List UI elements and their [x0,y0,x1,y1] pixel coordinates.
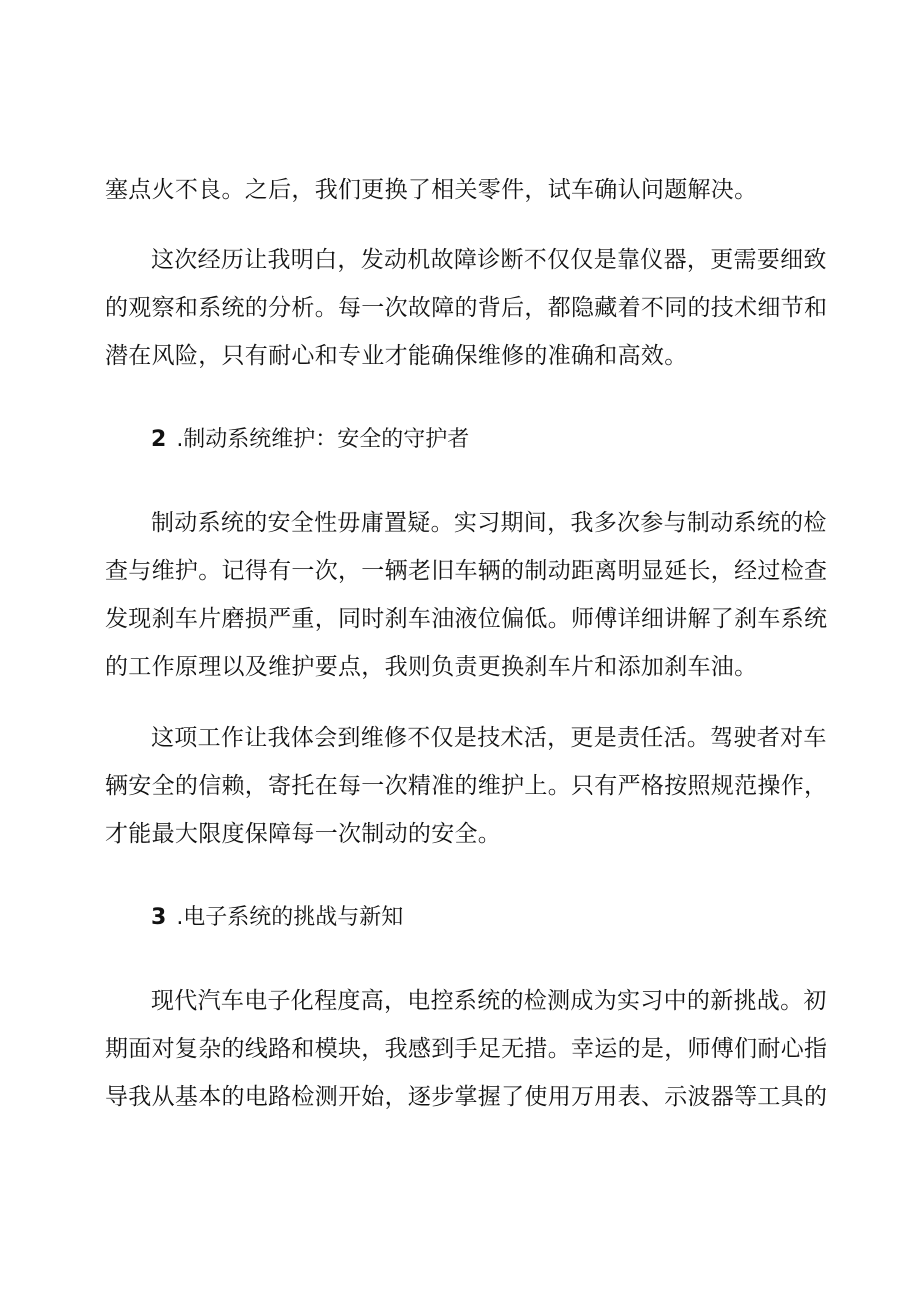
paragraph-line: 才能最大限度保障每一次制动的安全。 [105,821,502,847]
paragraph-line: 查与维护。记得有一次，一辆老旧车辆的制动距离明显延长，经过检查 [105,558,828,584]
section-number: 2 [151,427,167,452]
paragraph-line: 现代汽车电子化程度高，电控系统的检测成为实习中的新挑战。初 [151,988,827,1014]
paragraph-line: 制动系统的安全性毋庸置疑。实习期间，我多次参与制动系统的检 [151,510,827,536]
paragraph-line: 辆安全的信赖，寄托在每一次精准的维护上。只有严格按照规范操作， [105,773,828,799]
paragraph-line: 这项工作让我体会到维修不仅是技术活，更是责任活。驾驶者对车 [151,725,827,751]
paragraph-line: 潜在风险，只有耐心和专业才能确保维修的准确和高效。 [105,343,688,369]
paragraph-line: 的观察和系统的分析。每一次故障的背后，都隐藏着不同的技术细节和 [105,295,828,321]
paragraph-line: 期面对复杂的线路和模块，我感到手足无措。幸运的是，师傅们耐心指 [105,1036,828,1062]
section-title: .电子系统的挑战与新知 [176,905,404,930]
section-title: .制动系统维护：安全的守护者 [176,427,470,452]
paragraph-line: 塞点火不良。之后，我们更换了相关零件，试车确认问题解决。 [105,177,758,203]
paragraph-line: 的工作原理以及维护要点，我则负责更换刹车片和添加刹车油。 [105,654,758,680]
paragraph-line: 这次经历让我明白，发动机故障诊断不仅仅是靠仪器，更需要细致 [151,247,827,273]
section-heading [151,425,469,455]
paragraph-line: 发现刹车片磨损严重，同时刹车油液位偏低。师傅详细讲解了刹车系统 [105,606,828,632]
section-number: 3 [151,905,167,930]
paragraph-line: 导我从基本的电路检测开始，逐步掌握了使用万用表、示波器等工具的 [105,1084,828,1110]
section-heading [151,903,403,933]
